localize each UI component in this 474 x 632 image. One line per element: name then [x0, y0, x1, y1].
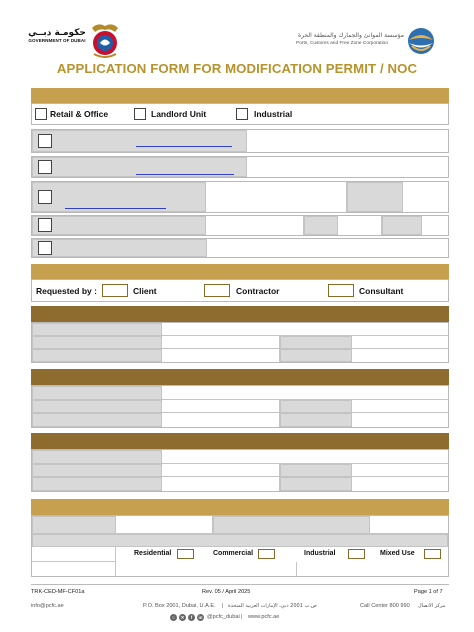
page-header	[0, 14, 474, 64]
landlord-unit-label: Landlord Unit	[151, 109, 207, 119]
usage-bottom-cell-3[interactable]	[297, 562, 448, 576]
gov-logo-english: GOVERNMENT OF DUBAI	[28, 38, 86, 43]
row-c-label-cell-2	[347, 182, 403, 212]
block-2-input-2[interactable]	[162, 400, 280, 413]
industrial-checkbox[interactable]	[236, 108, 248, 120]
instagram-icon[interactable]: ○	[170, 614, 177, 621]
section-header-block-3	[31, 433, 449, 449]
residential-label: Residential	[134, 550, 172, 557]
form-row-d	[31, 215, 449, 236]
form-row-d-label-cell	[32, 216, 206, 235]
usage-industrial-label: Industrial	[304, 550, 336, 557]
revision-info: Rev. 05 / April 2025	[202, 589, 251, 595]
row-c-link-underline	[65, 208, 166, 209]
row-a-link-underline	[136, 146, 232, 147]
footer-email[interactable]: info@pcfc.ae	[31, 603, 64, 609]
section-header-block-1	[31, 306, 449, 322]
row-d-input-3[interactable]	[422, 216, 448, 235]
block-1-label-3	[280, 336, 352, 349]
usage-label-2	[213, 516, 370, 534]
page-title: APPLICATION FORM FOR MODIFICATION PERMIT / NOC	[56, 61, 418, 76]
row-c-input-2[interactable]	[403, 182, 448, 212]
block-3-input-5[interactable]	[352, 477, 448, 491]
contractor-label: Contractor	[236, 286, 280, 296]
block-2-table	[31, 385, 449, 428]
block-2-label-3	[280, 400, 352, 413]
block-1-label-4	[32, 349, 162, 362]
form-row-b	[31, 156, 449, 178]
row-c-input-1[interactable]	[206, 182, 347, 212]
pcfc-name-english: Ports, Customs and Free Zone Corporation	[296, 41, 388, 46]
property-usage-table	[31, 515, 449, 577]
block-1-input-5[interactable]	[352, 349, 448, 362]
mixed-use-checkbox[interactable]	[424, 549, 441, 559]
block-3-label-4	[32, 477, 162, 491]
usage-industrial-checkbox[interactable]	[348, 549, 365, 559]
commercial-checkbox[interactable]	[258, 549, 275, 559]
form-row-a	[31, 129, 449, 153]
usage-input-1[interactable]	[116, 516, 213, 534]
footer-social-handle[interactable]: @pcfc_dubai	[207, 614, 240, 620]
block-3-table	[31, 449, 449, 492]
usage-label-1	[32, 516, 116, 534]
requested-by-row	[31, 279, 449, 302]
row-d-input-2[interactable]	[338, 216, 382, 235]
footer-call-center-en: Call Center 800 990	[360, 603, 410, 609]
form-row-c	[31, 181, 449, 213]
block-3-input-4[interactable]	[162, 477, 280, 491]
footer-separator-2: |	[241, 614, 243, 620]
block-1-input-4[interactable]	[162, 349, 280, 362]
block-1-label-1	[32, 323, 162, 336]
block-3-label-3	[280, 464, 352, 477]
section-header-property-usage	[31, 499, 449, 515]
usage-input-2[interactable]	[370, 516, 448, 534]
usage-bottom-cell-2[interactable]	[116, 562, 297, 576]
footer-website[interactable]: www.pcfc.ae	[248, 614, 280, 620]
footer-separator: |	[222, 603, 224, 609]
block-1-input-3[interactable]	[352, 336, 448, 349]
client-label: Client	[133, 286, 157, 296]
block-1-label-2	[32, 336, 162, 349]
block-3-input-2[interactable]	[162, 464, 280, 477]
row-e-input[interactable]	[207, 239, 448, 257]
row-c-checkbox[interactable]	[38, 190, 52, 204]
x-twitter-icon[interactable]: ✕	[180, 615, 185, 620]
mixed-use-label: Mixed Use	[380, 550, 415, 557]
block-3-input-3[interactable]	[352, 464, 448, 477]
page-number: Page 1 of 7	[414, 589, 443, 595]
block-3-label-2	[32, 464, 162, 477]
unit-type-row	[31, 103, 449, 125]
row-e-checkbox[interactable]	[38, 241, 52, 255]
block-1-table	[31, 322, 449, 363]
gov-logo-arabic: حكومـة دبــي	[28, 28, 86, 38]
section-header-unit-details	[31, 88, 449, 103]
row-b-link-underline	[136, 174, 234, 175]
block-2-input-5[interactable]	[352, 413, 448, 427]
client-checkbox[interactable]	[102, 284, 128, 297]
pcfc-name	[296, 32, 404, 47]
commercial-label: Commercial	[213, 550, 254, 557]
section-header-requested-by	[31, 264, 449, 279]
form-row-e	[31, 238, 449, 258]
section-header-block-2	[31, 369, 449, 385]
block-2-label-4	[32, 413, 162, 427]
block-2-label-1	[32, 386, 162, 400]
residential-checkbox[interactable]	[177, 549, 194, 559]
footer-divider	[31, 584, 449, 585]
retail-office-label: Retail & Office	[50, 109, 109, 119]
linkedin-icon[interactable]: in	[198, 615, 203, 620]
footer-po-box-en: P.O. Box 2001, Dubai, U.A.E.	[143, 603, 216, 609]
pcfc-logo-icon	[406, 26, 436, 56]
block-2-label-2	[32, 400, 162, 413]
facebook-icon[interactable]: f	[188, 614, 195, 621]
government-of-dubai-logo	[28, 28, 86, 44]
footer-po-box-ar: ص.ب 2001 دبي، الإمارات العربية المتحدة	[228, 603, 317, 609]
footer-call-center-ar: مركز الاتصال	[418, 603, 446, 609]
form-row-a-label-cell	[32, 130, 247, 152]
row-d-label-cell-2	[304, 216, 338, 235]
block-1-input-2[interactable]	[162, 336, 280, 349]
retail-office-checkbox[interactable]	[35, 108, 47, 120]
block-2-label-5	[280, 413, 352, 427]
row-d-input-1[interactable]	[206, 216, 304, 235]
row-a-input[interactable]	[247, 130, 448, 152]
block-3-label-1	[32, 450, 162, 464]
block-2-input-1[interactable]	[162, 386, 448, 400]
form-row-e-label-cell	[32, 239, 207, 257]
row-b-checkbox[interactable]	[38, 160, 52, 174]
consultant-checkbox[interactable]	[328, 284, 354, 297]
row-d-checkbox[interactable]	[38, 218, 52, 232]
pcfc-name-arabic: مؤسسة الموانئ والجمارك والمنطقة الحرة	[297, 32, 404, 39]
block-3-label-5	[280, 477, 352, 491]
row-a-checkbox[interactable]	[38, 134, 52, 148]
block-2-input-4[interactable]	[162, 413, 280, 427]
dubai-emblem-icon	[88, 20, 122, 60]
block-2-input-3[interactable]	[352, 400, 448, 413]
block-3-input-1[interactable]	[162, 450, 448, 464]
consultant-label: Consultant	[359, 286, 404, 296]
block-1-input-1[interactable]	[162, 323, 448, 336]
row-d-label-cell-3	[382, 216, 422, 235]
block-1-label-5	[280, 349, 352, 362]
requested-by-label: Requested by :	[36, 286, 97, 296]
usage-blank-cell	[32, 547, 116, 562]
row-b-input[interactable]	[247, 157, 448, 177]
document-code: TRK-CED-MF-CF01a	[31, 589, 85, 595]
landlord-unit-checkbox[interactable]	[134, 108, 146, 120]
usage-bottom-cell-1[interactable]	[32, 562, 116, 576]
industrial-label: Industrial	[254, 109, 293, 119]
contractor-checkbox[interactable]	[204, 284, 230, 297]
usage-label-row-2	[32, 534, 448, 547]
